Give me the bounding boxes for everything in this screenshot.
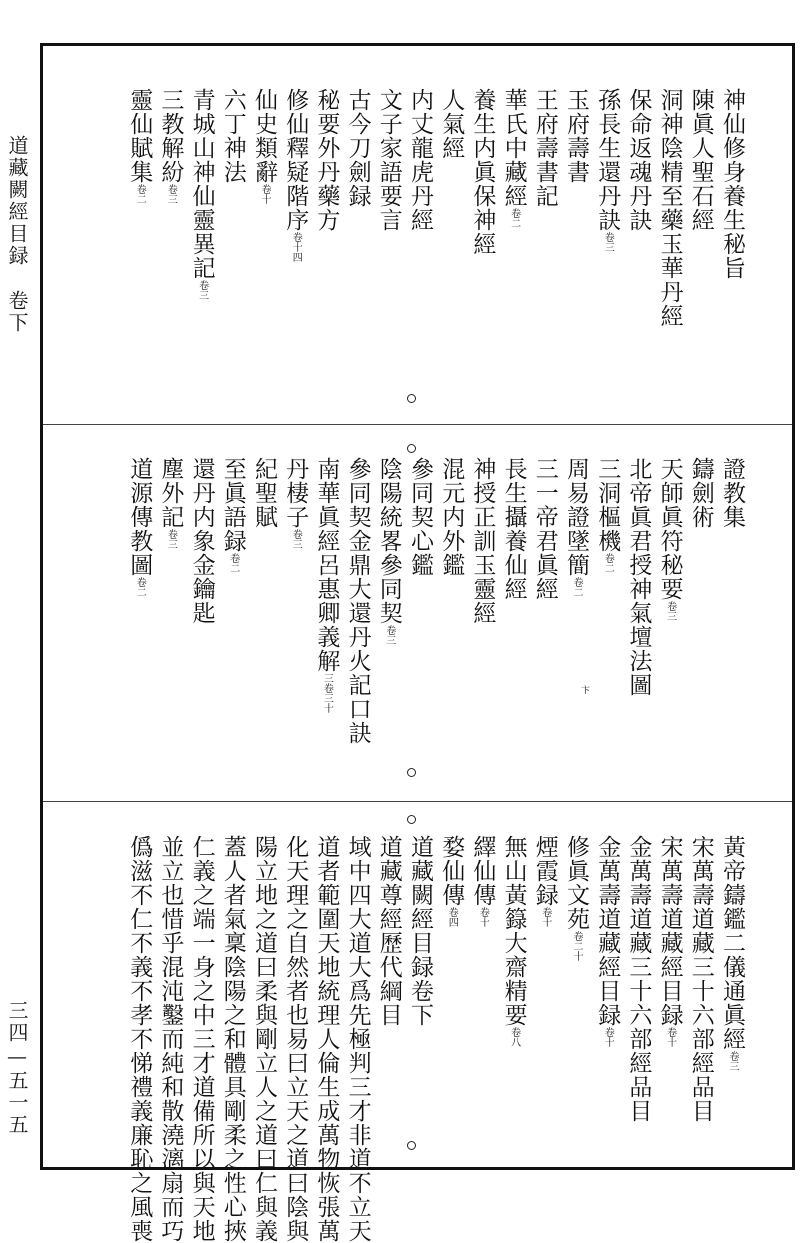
- text-column: [564, 835, 587, 961]
- column-text: 參同契金鼎大還丹火記口訣: [344, 457, 371, 745]
- column-text: 陳眞人聖石經: [687, 88, 714, 232]
- text-column: [689, 457, 712, 529]
- column-text: 還丹内象金鑰匙: [188, 457, 215, 625]
- column-text: 蓋人者氣稟陰陽之和體具剛柔之性心挾: [219, 835, 246, 1243]
- volume-note: 卷三: [727, 1051, 738, 1071]
- text-column: [689, 88, 712, 232]
- text-column: [252, 457, 275, 529]
- volume-note: 卷二: [134, 184, 146, 204]
- column-text: 化天理之自然者也易曰立天之道曰陰與: [282, 835, 309, 1243]
- column-text: 域中四大道大爲先極判三才非道不立天: [344, 835, 371, 1243]
- volume-note: 卷三: [290, 529, 302, 549]
- column-text: 婺仙傳: [438, 835, 465, 907]
- text-column: [282, 835, 309, 1243]
- column-text: 孫長生還丹訣: [594, 88, 621, 232]
- text-column: [126, 88, 153, 204]
- column-text: 周易證墜簡: [563, 457, 589, 577]
- text-column: [533, 835, 556, 927]
- text-column: [720, 457, 743, 529]
- stray-mark: 卞: [581, 686, 591, 696]
- text-column: [438, 88, 465, 160]
- column-text: 道藏闕經目録卷下: [407, 835, 433, 1027]
- text-column: [533, 88, 556, 208]
- text-column: [126, 457, 153, 597]
- column-text: 丹棲子: [282, 457, 309, 529]
- text-column: [502, 835, 525, 1047]
- text-column: [658, 88, 681, 328]
- text-column: [502, 88, 525, 228]
- column-text: 紀聖賦: [251, 457, 277, 529]
- margin-title: 道藏闕經目録: [5, 135, 29, 267]
- column-text: 北帝眞君授神氣壇法圖: [625, 457, 652, 697]
- registration-circle: [407, 394, 416, 403]
- volume-note: 卷十: [477, 907, 489, 927]
- column-text: 仙史類辭: [251, 88, 277, 184]
- column-text: 神仙修身養生秘旨: [719, 88, 745, 280]
- text-column: [658, 457, 681, 621]
- text-column: [346, 835, 369, 1243]
- text-column: [469, 835, 496, 927]
- text-column: [313, 835, 340, 1243]
- volume-note: 卷三: [602, 232, 614, 252]
- volume-note: 卷十: [259, 184, 270, 204]
- column-text: 保命返魂丹訣: [625, 88, 652, 232]
- column-text: 三教解紛: [157, 88, 184, 184]
- volume-note: 卷二: [134, 577, 146, 597]
- text-column: [469, 457, 496, 625]
- column-text: 三一帝君眞經: [531, 457, 558, 601]
- volume-note: 卷二: [571, 577, 582, 597]
- text-column: [594, 457, 621, 573]
- text-column: [221, 457, 244, 573]
- text-column: [377, 88, 400, 232]
- text-column: [502, 457, 525, 601]
- volume-note: 卷二十: [571, 931, 582, 961]
- text-column: [720, 835, 743, 1071]
- column-text: 無山黃籙大齋精要: [500, 835, 527, 1027]
- column-text: 道藏尊經歷代綱目: [375, 835, 402, 1027]
- column-text: 修眞文苑: [563, 835, 589, 931]
- column-text: 養生内眞保神經: [469, 88, 496, 256]
- column-text: 宋萬壽道藏經目録: [656, 835, 683, 1027]
- column-text: 並立也惜乎混沌鑿而純和散澆漓扇而巧: [157, 835, 184, 1243]
- text-column: [282, 457, 309, 549]
- text-column: [564, 88, 587, 184]
- text-column: [377, 835, 400, 1027]
- text-column: [594, 835, 621, 1047]
- volume-note: 三卷三十: [321, 673, 333, 713]
- column-text: 神授正訓玉靈經: [469, 457, 496, 625]
- column-text: 靈仙賦集: [126, 88, 153, 184]
- text-column: [221, 835, 244, 1243]
- volume-note: 卷三: [196, 280, 208, 300]
- text-column: [346, 457, 369, 745]
- text-column: [438, 457, 465, 577]
- volume-note: 卷十: [664, 1027, 676, 1047]
- section-divider: [43, 424, 792, 425]
- volume-note: 卷二: [602, 553, 614, 573]
- text-column: [157, 835, 184, 1243]
- text-column: [689, 835, 712, 1123]
- column-text: 金萬壽道藏經目録: [594, 835, 621, 1027]
- text-column: [190, 88, 213, 300]
- text-column: [190, 457, 213, 625]
- text-column: [157, 457, 184, 549]
- volume-note: 卷三: [165, 184, 177, 204]
- text-column: [377, 457, 400, 645]
- column-text: 文子家語要言: [375, 88, 402, 232]
- column-text: 六丁神法: [219, 88, 246, 184]
- text-column: [157, 88, 184, 204]
- volume-note: 卷二: [508, 208, 520, 228]
- text-column: [126, 835, 153, 1243]
- column-text: 鑄劍術: [687, 457, 714, 529]
- registration-circle: [407, 1141, 416, 1150]
- text-column: [438, 835, 465, 927]
- column-text: 秘要外丹藥方: [313, 88, 340, 232]
- text-column: [625, 835, 652, 1123]
- column-text: 道源傳教圖: [126, 457, 153, 577]
- text-column: [408, 835, 431, 1027]
- registration-circle: [407, 815, 416, 824]
- margin-page-number: 三四—五一五: [5, 1000, 29, 1136]
- volume-note: 卷三: [383, 625, 395, 645]
- text-column: [313, 457, 340, 713]
- column-text: 金萬壽道藏三十六部經品目: [625, 835, 652, 1123]
- text-column: [658, 835, 681, 1047]
- text-column: [564, 457, 587, 597]
- volume-note: 卷三: [165, 529, 177, 549]
- text-column: [282, 88, 309, 262]
- column-text: 陽立地之道曰柔與剛立人之道曰仁與義: [251, 835, 277, 1243]
- section-divider: [43, 801, 792, 802]
- column-text: 人氣經: [438, 88, 465, 160]
- volume-note: 卷十: [602, 1027, 614, 1047]
- column-text: 證教集: [719, 457, 745, 529]
- registration-circle: [407, 444, 416, 453]
- column-text: 繹仙傳: [469, 835, 496, 907]
- column-text: 長生攝養仙經: [500, 457, 527, 601]
- column-text: 至眞語録: [219, 457, 246, 553]
- column-text: 黃帝鑄鑑二儀通眞經: [719, 835, 745, 1051]
- column-text: 陰陽統畧參同契: [375, 457, 402, 625]
- column-text: 煙霞録: [531, 835, 558, 907]
- text-column: [252, 88, 275, 204]
- column-text: 塵外記: [157, 457, 184, 529]
- volume-note: 卷十: [539, 907, 551, 927]
- volume-note: 卷四: [446, 907, 458, 927]
- text-column: [625, 88, 652, 232]
- text-column: [190, 835, 213, 1243]
- volume-note: 卷十四: [290, 232, 302, 262]
- text-column: [720, 88, 743, 280]
- text-column: [221, 88, 244, 184]
- column-text: 參同契心鑑: [407, 457, 433, 577]
- column-text: 南華眞經呂惠卿義解: [313, 457, 340, 673]
- text-column: [625, 457, 652, 697]
- column-text: 仁義之端一身之中三才道備所以與天地: [188, 835, 215, 1243]
- volume-note: 卷三: [664, 601, 676, 621]
- column-text: 天師眞符秘要: [656, 457, 683, 601]
- column-text: 三洞樞機: [594, 457, 621, 553]
- text-column: [313, 88, 340, 232]
- column-text: 洞神陰精至藥玉華丹經: [656, 88, 683, 328]
- text-column: [469, 88, 496, 256]
- volume-note: 卷二: [227, 553, 239, 573]
- column-text: 玉府壽書: [563, 88, 589, 184]
- text-column: [408, 457, 431, 577]
- column-text: 混元内外鑑: [438, 457, 465, 577]
- column-text: 僞滋不仁不義不孝不悌禮義廉恥之風喪: [126, 835, 153, 1243]
- column-text: 古今刀劍録: [344, 88, 371, 208]
- column-text: 華氏中藏經: [500, 88, 527, 208]
- column-text: 道者範圍天地統理人倫生成萬物恢張萬: [313, 835, 340, 1243]
- column-text: 王府壽書記: [531, 88, 558, 208]
- registration-circle: [407, 768, 416, 777]
- column-text: 宋萬壽道藏三十六部經品目: [687, 835, 714, 1123]
- text-column: [252, 835, 275, 1243]
- text-column: [594, 88, 621, 252]
- text-column: [533, 457, 556, 601]
- margin-volume: 卷下: [5, 290, 29, 334]
- volume-note: 卷八: [508, 1027, 520, 1047]
- text-column: [346, 88, 369, 208]
- text-column: [408, 88, 431, 232]
- column-text: 青城山神仙靈異記: [188, 88, 215, 280]
- column-text: 修仙釋疑階序: [282, 88, 309, 232]
- column-text: 内丈龍虎丹經: [407, 88, 433, 232]
